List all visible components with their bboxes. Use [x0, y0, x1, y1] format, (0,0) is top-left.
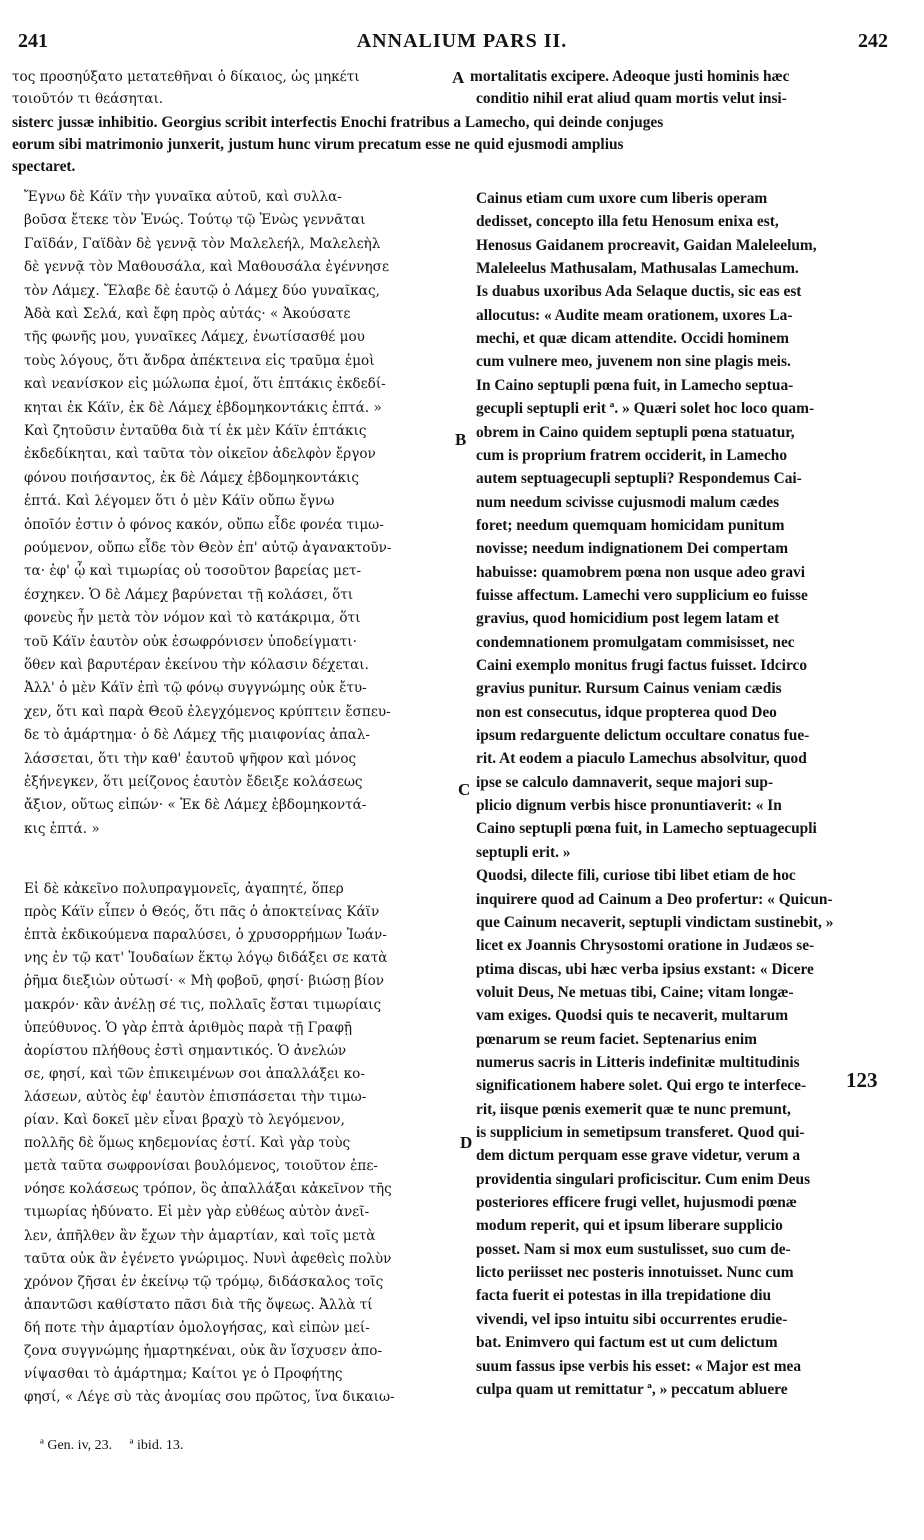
- greek-line: φονεὺς ἦν μετὰ τὸν νόμον καὶ τὸ κατάκριμα, ὅτι: [24, 610, 361, 627]
- greek-line: μακρόν· κἂν ἀνέλῃ σέ τις, πολλαῖς ἔσται τιμωρίαις: [24, 996, 382, 1013]
- latin-line: Is duabus uxoribus Ada Selaque ductis, sic eas est: [476, 283, 802, 301]
- top-right-line: conditio nihil erat aliud quam mortis velut insi-: [476, 90, 787, 107]
- greek-line: νίψασθαι τὸ ἁμάρτημα; Καίτοι γε ὁ Προφήτης: [24, 1366, 343, 1383]
- greek-line: ρούμενον, οὔπω εἶδε τὸν Θεὸν ἐπ' αὐτῷ ἀγανακτοῦν-: [24, 540, 392, 556]
- greek-line: νόησε κολάσεως τρόπον, ὃς ἀπαλλάξαι κἀκεῖνον τῆς: [24, 1181, 392, 1198]
- latin-line: ipsum redarguente delictum occultare conatus fue-: [476, 727, 810, 745]
- latin-line: obrem in Caino quidem septupli pœna statuatur,: [476, 423, 795, 441]
- greek-line: τοὺς λόγους, ὅτι ἄνδρα ἀπέκτεινα εἰς τραῦμα ἐμοὶ: [24, 352, 375, 369]
- greek-line: τῆς φωνῆς μου, γυναῖκες Λάμεχ, ἐνωτίσασθέ μου: [24, 329, 365, 346]
- latin-line: Maleleelus Mathusalam, Mathusalas Lamechum.: [476, 260, 799, 278]
- greek-line: βοῦσα ἔτεκε τὸν Ἐνώς. Τούτῳ τῷ Ἐνὼς γεννᾶται: [24, 212, 366, 229]
- greek-line: τιμωρίας ἠδύνατο. Εἰ μὲν γὰρ εὐθέως αὐτὸν ἀνεῖ-: [24, 1204, 370, 1221]
- footnote-1: ª Gen. iv, 23.: [40, 1438, 113, 1453]
- latin-line: Henosus Gaidanem procreavit, Gaidan Maleleelum,: [476, 236, 817, 254]
- latin-line: Cainus etiam cum uxore cum liberis operam: [476, 190, 768, 207]
- latin-line: pœnarum se reum faciet. Septenarius enim: [476, 1030, 757, 1048]
- latin-line: novisse; needum indignationem Dei compertam: [476, 540, 789, 558]
- greek-line: ἄξιον, οὕτως εἰπών· « Ἐκ δὲ Λάμεχ ἑβδομηκοντά-: [24, 797, 367, 814]
- greek-line: χρόνον ζῆσαι ἐν ἐκείνῳ τῷ τρόμῳ, διδάσκαλος τοῖς: [24, 1273, 384, 1290]
- margin-letter-d: D: [460, 1133, 473, 1152]
- greek-line: κηται ἐκ Κάϊν, ἐκ δὲ Λάμεχ ἑβδομηκοντάκις ἑπτά. »: [24, 399, 382, 416]
- footnotes: [40, 1438, 197, 1454]
- latin-line: is supplicium in semetipsum transferet. Quod qui-: [476, 1124, 805, 1141]
- top-block-line: spectaret.: [12, 158, 76, 175]
- top-right-line: mortalitatis excipere. Adeoque justi hominis hæc: [470, 68, 790, 85]
- greek-line: Καὶ ζητοῦσιν ἐνταῦθα διὰ τί ἐκ μὲν Κάϊν ἑπτάκις: [24, 423, 367, 439]
- latin-line: suum fassus ipse verbis his esset: « Major est mea: [476, 1357, 802, 1375]
- latin-line: non est consecutus, idque propterea quod Deo: [476, 703, 777, 721]
- latin-line: plicio dignum verbis hisce pronuntiaverit: « In: [476, 797, 782, 815]
- greek-line: λάσεων, αὐτὸς ἐφ' ἑαυτὸν ἐπισπάσεται τὴν τιμω-: [24, 1088, 367, 1105]
- latin-line: habuisse: quamobrem pœna non usque adeo gravi: [476, 563, 805, 581]
- latin-line: providentia singulari proficiscitur. Cum enim Deus: [476, 1170, 811, 1188]
- greek-line: τοῦ Κάϊν ἑαυτὸν οὐκ ἐσωφρόνισεν ὑποδείγματι·: [24, 633, 357, 650]
- top-block-line: sisterc jussæ inhibitio. Georgius scribit interfectis Enochi fratribus a Lamecho, qui deinde conjuges: [12, 114, 664, 131]
- greek-line: κις ἑπτά. »: [24, 820, 100, 837]
- greek-line: Ἀδὰ καὶ Σελά, καὶ ἔφη πρὸς αὐτάς· « Ἀκούσατε: [24, 306, 351, 322]
- latin-line: mechi, et quæ dicam attendite. Occidi hominem: [476, 330, 789, 348]
- margin-letter-c: C: [458, 780, 471, 799]
- greek-line: ῥῆμα διεξιὼν οὑτωσί· « Μὴ φοβοῦ, φησί· βιώσῃ βίον: [24, 973, 385, 990]
- latin-line: modum reperit, qui et ipsum liberare supplicio: [476, 1217, 783, 1235]
- latin-line: fuisse affectum. Lamechi vero supplicium eo fuisse: [476, 586, 808, 604]
- greek-line: τα· ἐφ' ᾧ καὶ τιμωρίας οὐ τοσοῦτον βαρείας μετ-: [24, 563, 362, 580]
- latin-line: vam exiges. Quodsi quis te necaverit, multarum: [476, 1007, 789, 1025]
- greek-line: ζονα συγγνώμης ἡμαρτηκέναι, οὐκ ἂν ἴσχυσεν ἀπο-: [24, 1343, 383, 1359]
- latin-line: cum is proprium fratrem occiderit, in Lamecho: [476, 446, 788, 464]
- latin-line: gecupli septupli erit ª. » Quæri solet hoc loco quam-: [476, 400, 815, 418]
- latin-line: dem dictum perquam esse grave videtur, verum a: [476, 1147, 801, 1165]
- greek-line: σε, φησί, καὶ τῶν ἐπικειμένων σοι ἀπαλλάξει κο-: [24, 1065, 365, 1082]
- greek-line: πρὸς Κάϊν εἶπεν ὁ Θεός, ὅτι πᾶς ὁ ἀποκτείνας Κάϊν: [24, 904, 380, 921]
- page-number-left: 241: [18, 30, 48, 52]
- latin-line: rit. At eodem a piaculo Lamechus absolvitur, quod: [476, 750, 807, 768]
- greek-line: ρίαν. Καὶ δοκεῖ μὲν εἶναι βραχὺ τὸ λεγόμενον,: [24, 1112, 345, 1128]
- footnote-2: ª ibid. 13.: [129, 1438, 184, 1453]
- latin-line: cum vulnere meo, juvenem non sine plagis meis.: [476, 353, 791, 371]
- latin-line: num needum scivisse cujusmodi malum cædes: [476, 493, 780, 511]
- greek-line: έσχηκεν. Ὁ δὲ Λάμεχ βαρύνεται τῇ κολάσει, ὅτι: [24, 586, 354, 603]
- latin-line: ipse se calculo damnaverit, seque majori sup-: [476, 773, 774, 791]
- greek-line: ὅθεν καὶ βαρυτέραν ἐκείνου τὴν κόλασιν δέχεται.: [24, 657, 369, 673]
- greek-line: δε τὸ ἁμάρτημα· ὁ δὲ Λάμεχ τῆς μιαιφονίας ἀπαλ-: [24, 727, 371, 744]
- greek-line: μετὰ ταῦτα σωφρονίσαι βουλόμενος, τοιοῦτον ἐπε-: [24, 1158, 378, 1175]
- latin-line: foret; needum quemquam homicidam punitum: [476, 516, 785, 534]
- latin-line: que Cainum necaverit, septupli vindictam sustinebit, »: [476, 913, 834, 931]
- latin-line: posteriores efficere frugi vellet, hujusmodi pœnæ: [476, 1194, 797, 1212]
- latin-line: ptima discas, ubi hæc verba ipsius exstant: « Dicere: [476, 960, 814, 978]
- latin-line: dedisset, concepto illa fetu Henosum enixa est,: [476, 213, 779, 231]
- greek-line: λάσσεται, ὅτι τὴν καθ' ἑαυτοῦ ψῆφον καὶ μόνος: [24, 750, 357, 767]
- greek-line: νης ἐν τῷ κατ' Ἰουδαίων ἕκτῳ λόγῳ διδάξει σε κατὰ: [24, 950, 388, 967]
- latin-line: Caino septupli pœna fuit, in Lamecho septuagecupli: [476, 820, 817, 838]
- latin-line: posset. Nam si mox eum sustulisset, suo cum de-: [476, 1240, 791, 1258]
- latin-line: septupli erit. »: [476, 843, 571, 861]
- greek-line: Ἔγνω δὲ Κάϊν τὴν γυναῖκα αὐτοῦ, καὶ συλλα-: [24, 189, 342, 205]
- top-block-line: eorum sibi matrimonio junxerit, justum hunc virum precatum esse ne quid ejusmodi amplius: [12, 136, 624, 153]
- greek-line: ἐκδεδίκηται, καὶ ταῦτα τὸν οἰκεῖον ἀδελφὸν ἔργον: [24, 446, 376, 463]
- latin-line: vivendi, vel ipso intuitu sibi occurrentes erudie-: [476, 1310, 788, 1328]
- marginal-number: 123: [846, 1068, 878, 1092]
- latin-line: licto periisset nec posteris innotuisset. Nunc cum: [476, 1264, 794, 1282]
- latin-line: gravius, quod homicidium post legem latam et: [476, 610, 780, 628]
- latin-line: autem septuagecupli septupli? Respondemus Cai-: [476, 470, 802, 488]
- greek-line: ἑπτά. Καὶ λέγομεν ὅτι ὁ μὲν Κάϊν οὔπω ἔγνω: [24, 493, 335, 510]
- margin-letter-b: B: [455, 430, 467, 449]
- greek-line: ὁποῖόν ἐστιν ὁ φόνος κακόν, οὔπω εἶδε φονέα τιμω-: [24, 516, 384, 533]
- latin-line: numerus sacris in Litteris indefinitæ multitudinis: [476, 1053, 800, 1071]
- top-block-line: τοιοῦτόν τι θεάσηται.: [12, 91, 164, 107]
- latin-line: significationem habere solet. Qui ergo te interfece-: [476, 1077, 807, 1095]
- greek-line: δὲ γεννᾷ τὸν Μαθουσάλα, καὶ Μαθουσάλα ἐγέννησε: [24, 259, 390, 276]
- margin-letter-a: A: [452, 68, 465, 87]
- latin-line: gravius punitur. Rursum Cainus veniam cædis: [476, 680, 782, 698]
- greek-line: τὸν Λάμεχ. Ἔλαβε δὲ ἑαυτῷ ὁ Λάμεχ δύο γυναῖκας,: [24, 282, 380, 299]
- latin-line: bat. Enimvero qui factum est ut cum delictum: [476, 1334, 778, 1352]
- greek-line: δή ποτε τὴν ἁμαρτίαν ὁμολογήσας, καὶ εἰπὼν μεί-: [24, 1319, 370, 1336]
- latin-line: inquirere quod ad Cainum a Deo profertur: « Quicun-: [476, 890, 833, 908]
- latin-line: licet ex Joannis Chrysostomi oratione in Judæos se-: [476, 937, 815, 955]
- latin-line: culpa quam ut remittatur ª, » peccatum abluere: [476, 1380, 788, 1398]
- greek-line: καὶ νεανίσκον εἰς μώλωπα ἐμοί, ὅτι ἑπτάκις ἐκδεδί-: [24, 376, 386, 393]
- latin-line: condemnationem promulgatam commisisset, nec: [476, 633, 795, 651]
- latin-line: Caini exemplo monitus frugi factus fuisset. Idcirco: [476, 657, 808, 674]
- page-number-right: 242: [858, 30, 888, 52]
- latin-line: facta fuerit ei potestas in illa trepidatione diu: [476, 1287, 772, 1305]
- greek-line: ἐξήνεγκεν, ὅτι μείζονος ἑαυτὸν ἔδειξε κολάσεως: [24, 774, 363, 790]
- latin-line: rit, iisque pœnis exemerit quæ te nunc premunt,: [476, 1100, 791, 1118]
- greek-line: λεν, ἀπῆλθεν ἂν ἔχων τὴν ἁμαρτίαν, καὶ τοῖς μετὰ: [24, 1227, 376, 1244]
- running-title: ANNALIUM PARS II.: [356, 30, 568, 52]
- greek-line: ἑπτὰ ἐκδικούμενα παραλύσει, ὁ χρυσορρήμων Ἰωάν-: [24, 927, 387, 944]
- latin-line: In Caino septupli pœna fuit, in Lamecho septua-: [476, 376, 794, 394]
- top-block-line: τος προσηύξατο μετατεθῆναι ὁ δίκαιος, ὡς μηκέτι: [12, 69, 360, 85]
- greek-line: φησί, « Λέγε σὺ τὰς ἀνομίας σου πρῶτος, ἵνα δικαιω-: [24, 1389, 395, 1406]
- latin-line: Quodsi, dilecte fili, curiose tibi libet etiam de hoc: [476, 867, 796, 885]
- greek-line: φόνου ποιήσαντος, ἐκ δὲ Λάμεχ ἑβδομηκοντάκις: [24, 469, 359, 486]
- greek-line: Ἀλλ' ὁ μὲν Κάϊν ἐπὶ τῷ φόνῳ συγγνώμης οὐκ ἔτυ-: [24, 680, 367, 697]
- greek-line: πολλῆς δὲ ὅμως κηδεμονίας ἐστί. Καὶ γὰρ τοὺς: [24, 1135, 351, 1152]
- greek-line: Γαϊδάν, Γαϊδὰν δὲ γεννᾷ τὸν Μαλελεήλ, Μαλελεὴλ: [24, 235, 381, 252]
- greek-line: ταῦτα οὐκ ἂν ἐγένετο γνώριμος. Νυνὶ ἀφεθεὶς πολὺν: [24, 1250, 392, 1267]
- greek-line: ἀορίστου πλήθους ἐστὶ σημαντικός. Ὁ ἀνελών: [24, 1042, 347, 1059]
- greek-line: ἀπαντῶσι καθίστατο πᾶσι διὰ τῆς ὄψεως. Ἀλλὰ τί: [24, 1296, 373, 1313]
- latin-line: voluit Deus, Ne metuas tibi, Caine; vitam longæ-: [476, 983, 794, 1001]
- greek-line: Εἰ δὲ κἀκεῖνο πολυπραγμονεῖς, ἀγαπητέ, ὅπερ: [24, 881, 344, 897]
- page-header: [0, 30, 924, 58]
- greek-line: ὑπεύθυνος. Ὁ γὰρ ἑπτὰ ἀριθμὸς παρὰ τῇ Γραφῇ: [24, 1019, 353, 1036]
- greek-line: χεν, ὅτι καὶ παρὰ Θεοῦ ἐλεγχόμενος κρύπτειν ἔσπευ-: [24, 703, 391, 720]
- latin-line: allocutus: « Audite meam orationem, uxores La-: [476, 306, 793, 324]
